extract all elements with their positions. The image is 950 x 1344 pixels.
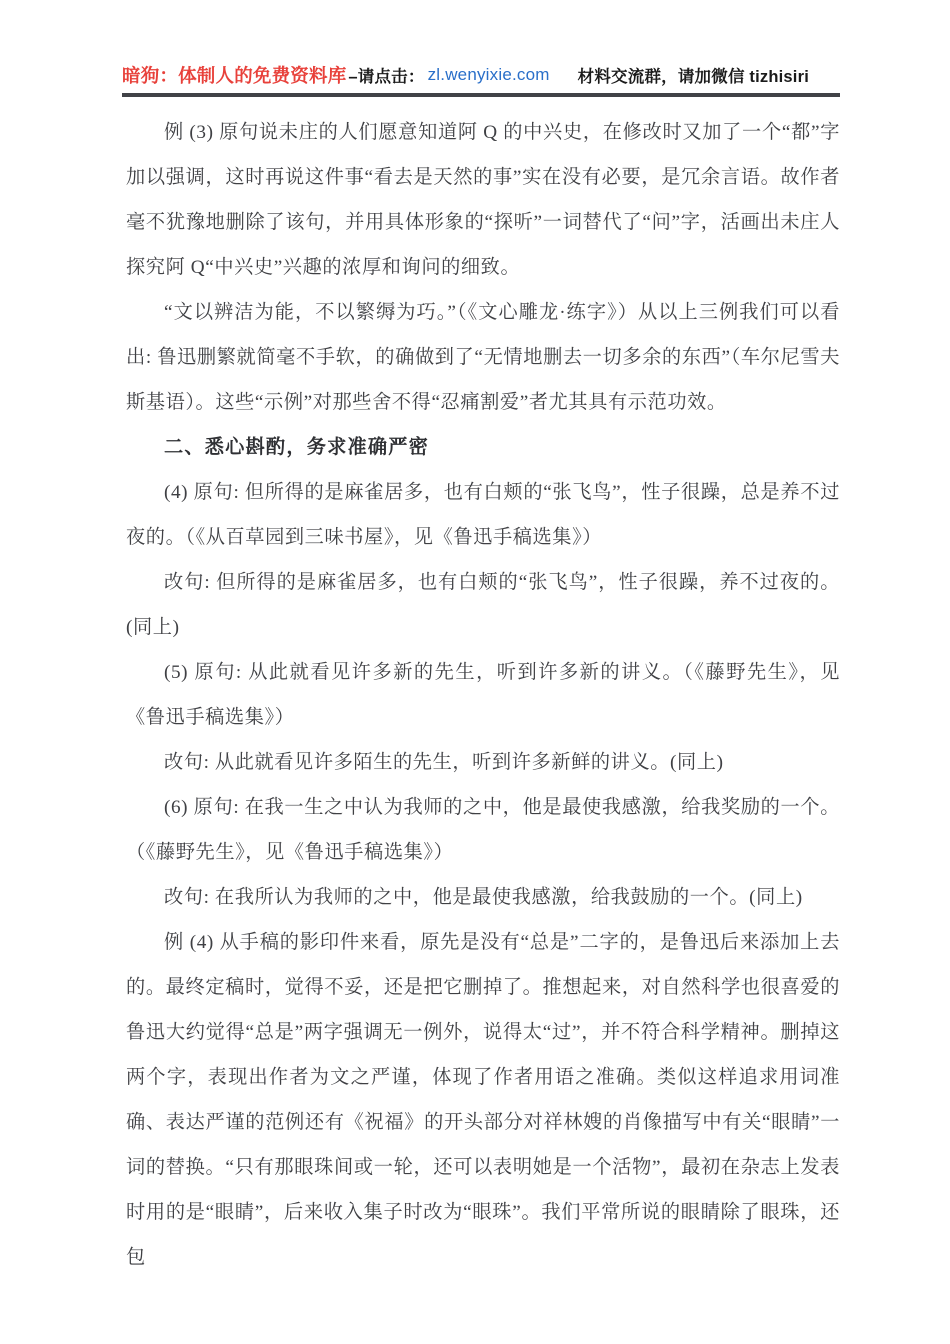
- paragraph-revised-5: 改句: 从此就看见许多陌生的先生，听到许多新鲜的讲义。(同上): [164, 752, 724, 773]
- header-divider: [122, 93, 840, 97]
- promo-banner-link[interactable]: zl.wenyixie.com: [427, 65, 550, 84]
- paragraph-revised-6: 改句: 在我所认为我师的之中，他是最使我感激，给我鼓励的一个。(同上): [164, 887, 803, 908]
- promo-banner: [122, 58, 840, 92]
- paragraph-original-5: (5) 原句: 从此就看见许多新的先生，听到许多新的讲义。（《藤野先生》，见《鲁迅手稿选集》）: [126, 662, 840, 728]
- promo-banner-brand: 暗狗：体制人的免费资料库: [122, 65, 347, 86]
- paragraph-original-4: (4) 原句: 但所得的是麻雀居多，也有白颊的“张飞鸟”，性子很躁，总是养不过夜的。（《从百草园到三味书屋》，见《鲁迅手稿选集》）: [126, 482, 840, 548]
- section-heading-2: 二、悉心斟酌，务求准确严密: [164, 437, 430, 458]
- promo-banner-contact: 材料交流群，请加微信 tizhisiri: [577, 68, 809, 86]
- promo-banner-prompt: –请点击：: [348, 68, 425, 86]
- paragraph-example-3: 例 (3) 原句说未庄的人们愿意知道阿 Q 的中兴史，在修改时又加了一个“都”字加以强调，这时再说这件事“看去是天然的事”实在没有必要，是冗余言语。故作者毫不犹豫地删除了该句，并用具体形象的“探听”一词替代了“问”字，活画出未庄人探究阿 Q“中兴史”兴趣的浓厚和询问的细致。: [126, 122, 840, 278]
- paragraph-original-6: (6) 原句: 在我一生之中认为我师的之中，他是最使我感激，给我奖励的一个。（《藤野先生》，见《鲁迅手稿选集》）: [126, 797, 840, 863]
- paragraph-wenxin-quote: “文以辨洁为能，不以繁缛为巧。”（《文心雕龙·练字》）从以上三例我们可以看出: 鲁迅删繁就简毫不手软，的确做到了“无情地删去一切多余的东西”（车尔尼雪夫斯基语）。这些“示例”对那些舍不得“忍痛割爱”者尤其具有示范功效。: [126, 302, 840, 413]
- document-body: [126, 110, 840, 1280]
- paragraph-example-4: 例 (4) 从手稿的影印件来看，原先是没有“总是”二字的，是鲁迅后来添加上去的。最终定稿时，觉得不妥，还是把它删掉了。推想起来，对自然科学也很喜爱的鲁迅大约觉得“总是”两字强调无一例外，说得太“过”，并不符合科学精神。删掉这两个字，表现出作者为文之严谨，体现了作者用语之准确。类似这样追求用词准确、表达严谨的范例还有《祝福》的开头部分对祥林嫂的肖像描写中有关“眼睛”一词的替换。“只有那眼珠间或一轮，还可以表明她是一个活物”，最初在杂志上发表时用的是“眼睛”，后来收入集子时改为“眼珠”。我们平常所说的眼睛除了眼珠，还包: [126, 932, 840, 1268]
- paragraph-revised-4: 改句: 但所得的是麻雀居多，也有白颊的“张飞鸟”，性子很躁，养不过夜的。(同上): [126, 572, 840, 638]
